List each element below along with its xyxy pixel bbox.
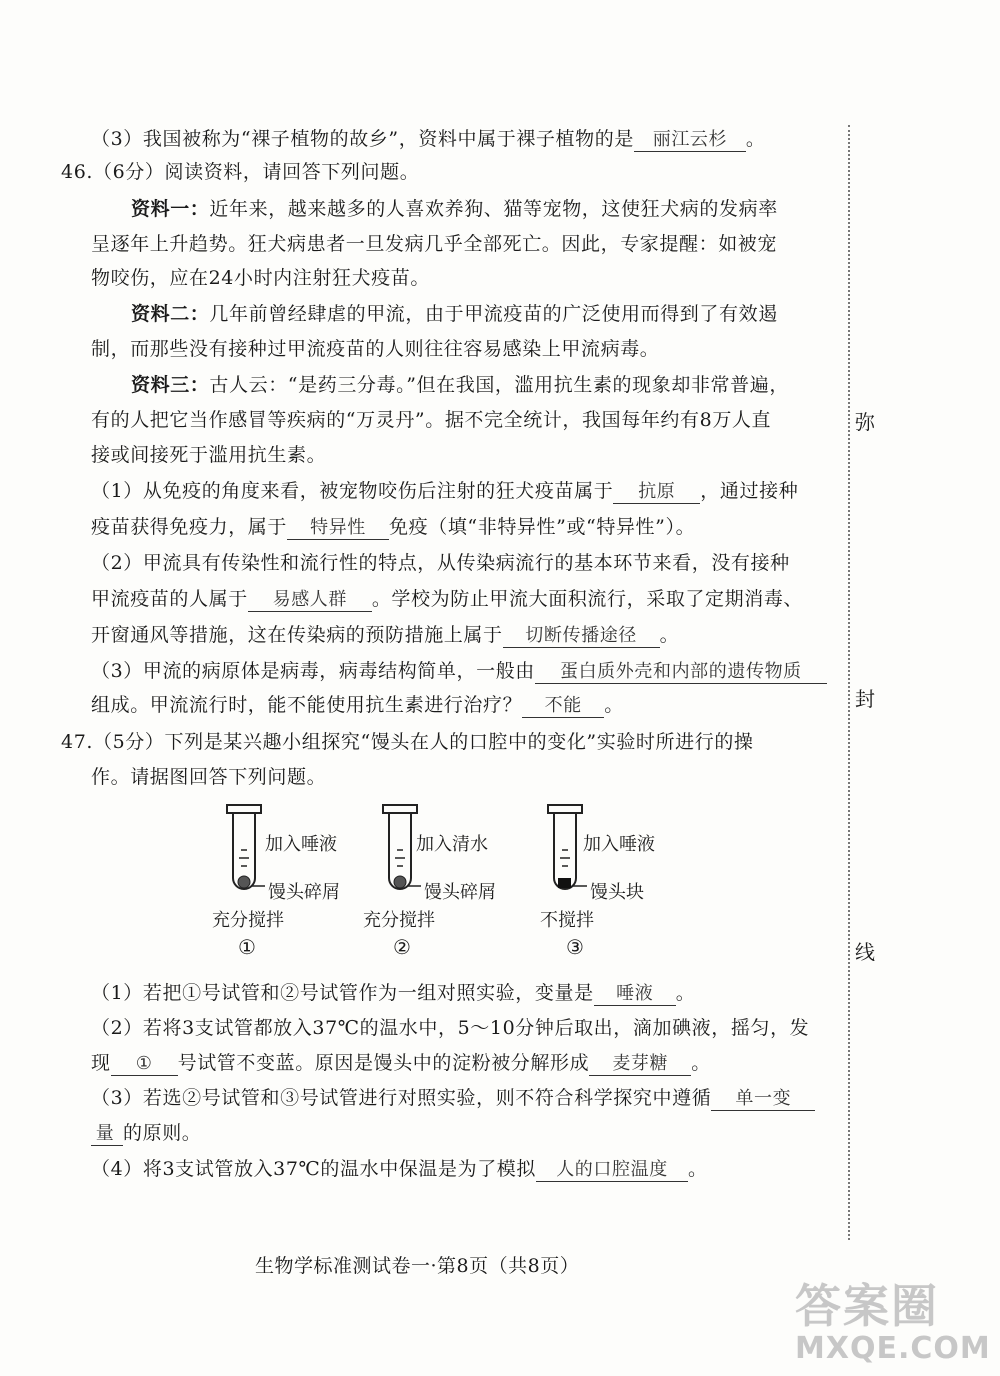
tube1-add-label: 加入唾液 [265,834,337,855]
question-text: （3）若选②号试管和③号试管进行对照实验，则不符合科学探究中遵循 [91,1087,712,1109]
question-text: 现 [91,1052,111,1074]
question-text: （1）若把①号试管和②号试管作为一组对照实验，变量是 [91,982,594,1004]
answer-blank: 特异性 [287,517,389,540]
seal-char-feng: 封 [855,687,875,711]
page-footer: 生物学标准测试卷一·第8页（共8页） [255,1255,580,1277]
q46-sub2-line2 [91,586,803,612]
q46-material3-line1 [131,372,789,398]
q47-header-line1: 47.（5分）下列是某兴趣小组探究“馒头在人的口腔中的变化”实验时所进行的操 [61,731,754,753]
tube2-action-label: 充分搅拌 [363,910,435,931]
tube2-add-label: 加入清水 [416,834,488,855]
question-text: 疫苗获得免疫力，属于 [91,516,288,538]
material-label: 资料三： [131,374,210,396]
question-text: 。 [691,1052,711,1074]
material-text: 几年前曾经肆虐的甲流，由于甲流疫苗的广泛使用而得到了有效遏 [209,303,778,325]
tube3-content-label: 馒头块 [590,882,644,903]
q47-sub3-line2 [91,1120,201,1146]
tube1-number: ① [238,935,256,959]
watermark-logo [795,1280,990,1370]
question-text: 。 [675,982,696,1004]
question-text: 。学校为防止甲流大面积流行，采取了定期消毒、 [371,588,804,610]
answer-blank: 人的口腔温度 [536,1159,688,1182]
question-text: （1）从免疫的角度来看，被宠物咬伤后注射的狂犬疫苗属于 [91,480,614,502]
watermark-text-bottom: MXQE.COM [795,1331,991,1366]
q46-sub1-line2 [91,514,695,540]
q46-material3-line3: 接或间接死于滥用抗生素。 [91,444,327,466]
answer-blank: 易感人群 [248,589,372,612]
material-text: 近年来，越来越多的人喜欢养狗、猫等宠物，这使狂犬病的发病率 [209,198,778,220]
answer-blank: 麦芽糖 [589,1053,691,1076]
question-text: 。 [604,694,624,716]
material-text: 古人云：“是药三分毒。”但在我国，滥用抗生素的现象却非常普遍， [209,374,789,396]
tube2-number: ② [393,935,411,959]
test-tube-3 [548,805,587,889]
question-text: 。 [688,1158,708,1180]
tube1-action-label: 充分搅拌 [212,910,284,931]
answer-blank: 唾液 [594,983,676,1006]
material-label: 资料二： [131,303,210,325]
q47-sub2-line1: （2）若将3支试管都放入37℃的温水中，5～10分钟后取出，滴加碘液，摇匀，发 [91,1017,810,1039]
answer-blank: 不能 [522,695,604,718]
q46-sub3-line1 [91,658,827,684]
q46-material1-line1 [131,196,778,222]
tube3-add-label: 加入唾液 [583,834,655,855]
test-tube-1 [227,805,265,889]
question-text: （3）我国被称为“裸子植物的故乡”，资料中属于裸子植物的是 [91,128,634,150]
question-text: 的原则。 [123,1122,202,1144]
question-text: ，通过接种 [700,480,799,502]
seal-char-xian: 线 [855,940,875,964]
answer-blank: 量 [91,1123,123,1146]
q46-sub3-line2 [91,692,624,718]
tube3-action-label: 不搅拌 [540,910,594,931]
tube2-content-label: 馒头碎屑 [424,882,496,903]
seal-char-mi: 弥 [855,410,875,434]
question-text: 号试管不变蓝。原因是馒头中的淀粉被分解形成 [177,1052,590,1074]
question-text: 甲流疫苗的人属于 [91,588,248,610]
q47-sub4 [91,1156,708,1182]
q47-sub3-line1 [91,1085,815,1111]
q46-material2-line2: 制，而那些没有接种过甲流疫苗的人则往往容易感染上甲流病毒。 [91,338,660,360]
tube1-content-label: 馒头碎屑 [268,882,340,903]
q47-header-line2: 作。请据图回答下列问题。 [91,766,327,788]
q47-sub1 [91,980,695,1006]
q46-material1-line3: 物咬伤，应在24小时内注射狂犬疫苗。 [91,267,430,289]
q46-header: 46.（6分）阅读资料，请回答下列问题。 [61,161,420,183]
answer-blank: ① [111,1053,178,1076]
tube3-number: ③ [566,935,584,959]
question-text: 。 [659,624,680,646]
answer-blank: 切断传播途径 [503,625,660,648]
q46-sub2-line1: （2）甲流具有传染性和流行性的特点，从传染病流行的基本环节来看，没有接种 [91,552,790,574]
q45-sub3 [91,126,766,152]
q46-sub1-line1 [91,478,798,504]
q46-sub2-line3 [91,622,679,648]
q46-material1-line2: 呈逐年上升趋势。狂犬病患者一旦发病几乎全部死亡。因此，专家提醒：如被宠 [91,233,778,255]
question-text: 开窗通风等措施，这在传染病的预防措施上属于 [91,624,503,646]
question-text: （4）将3支试管放入37℃的温水中保温是为了模拟 [91,1158,537,1180]
q46-material3-line2: 有的人把它当作感冒等疾病的“万灵丹”。据不完全统计，我国每年约有8万人直 [91,409,772,431]
answer-blank: 抗原 [613,481,700,504]
question-text: 组成。甲流流行时，能不能使用抗生素进行治疗？ [91,694,523,716]
question-text: 免疫（填“非特异性”或“特异性”）。 [389,516,696,538]
question-text: （3）甲流的病原体是病毒，病毒结构简单，一般由 [91,660,535,682]
answer-blank: 丽江云杉 [634,129,746,152]
answer-blank: 蛋白质外壳和内部的遗传物质 [535,661,827,684]
material-label: 资料一： [131,198,210,220]
seal-dotted-line [848,125,850,1240]
question-text: 。 [745,128,766,150]
q46-material2-line1 [131,301,778,327]
answer-blank: 单一变 [711,1088,815,1111]
watermark-text-top: 答案圈 [795,1279,939,1333]
q47-sub2-line2 [91,1050,711,1076]
